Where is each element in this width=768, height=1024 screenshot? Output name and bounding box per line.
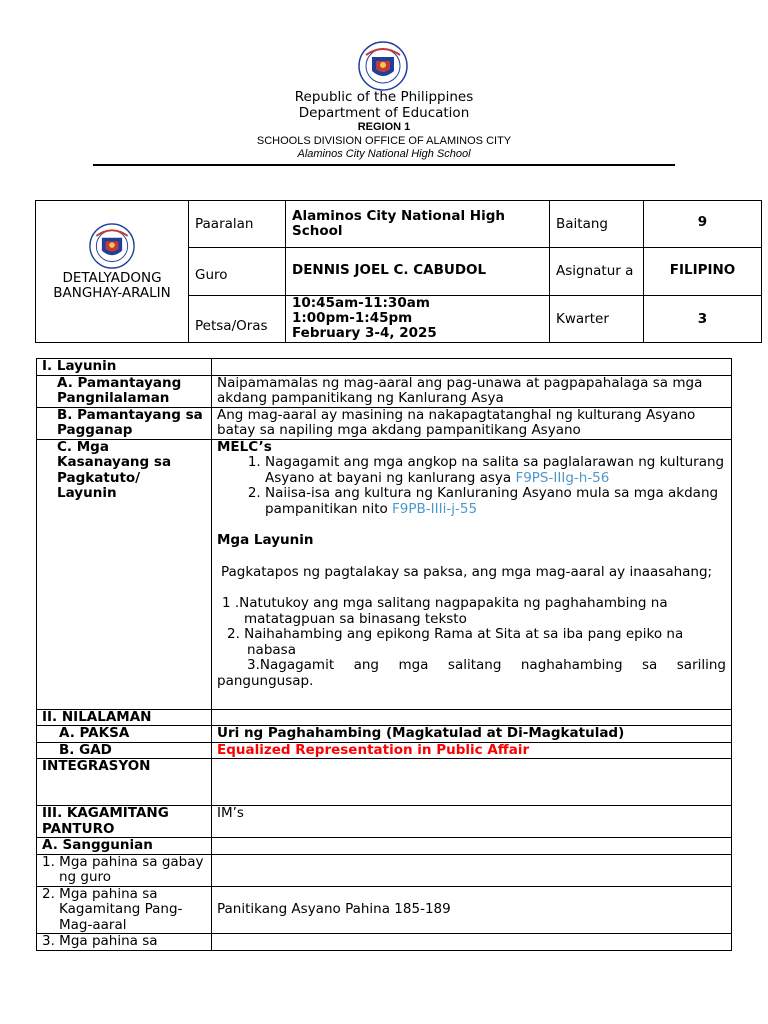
layunin-intro: Pagkatapos ng pagtalakay sa paksa, ang mga mag-aaral ay inaasahang;	[221, 563, 713, 580]
kasanayan-label	[37, 439, 212, 709]
sanggunian-heading: A. Sanggunian	[37, 838, 212, 855]
melc-item-2: 2. Naiisa-isa ang kultura ng Kanluraning Asyano mula sa mga akdang pampanitikan nito F9PB-IIIi-j-55	[265, 486, 726, 517]
sanggunian-3-value	[212, 934, 732, 951]
paaralan-label: Paaralan	[189, 201, 286, 248]
asignatura-label: Asignatur a	[550, 248, 644, 296]
sanggunian-1-value	[212, 854, 732, 886]
deped-seal-icon	[358, 41, 408, 91]
paksa-value: Uri ng Paghahambing (Magkatulad at Di-Magkatulad)	[212, 726, 732, 743]
layunin-value	[212, 359, 732, 376]
school-text: Alaminos City National High School	[297, 148, 471, 160]
sanggunian-value	[212, 838, 732, 855]
kagamitan-label: III. KAGAMITANG PANTURO	[42, 805, 169, 837]
objective-1: 1 .Natutukoy ang mga salitang nagpapakita ng paghahambing na matatagpuan sa binasang teksto	[222, 595, 668, 627]
b-label: B. Pamantayang sa Pagganap	[57, 406, 203, 438]
gad-label: B. GAD	[37, 742, 212, 759]
petsa-line2: 1:00pm-1:45pm	[292, 310, 413, 326]
pamantayang-pagganap-value: Ang mag-aaral ay masining na nakapagtatanghal ng kulturang Asyano batay sa napiling mga akdang pampanitikang Asyano	[212, 407, 732, 439]
melc-item-1: 1. Nagagamit ang mga angkop na salita sa paglalarawan ng kulturang Asyano at bayani ng kanlurang asya F9PS-IIIg-h-56	[265, 455, 726, 486]
baitang-value: 9	[644, 201, 762, 248]
title-cell	[36, 201, 189, 343]
asignatura-value: FILIPINO	[644, 248, 762, 296]
petsa-label: Petsa/Oras	[189, 296, 286, 343]
layunin-heading: I. Layunin	[37, 359, 212, 376]
kagamitan-value: IM’s	[212, 806, 732, 838]
info-table	[35, 200, 762, 343]
melc-heading: MELC’s	[217, 438, 272, 455]
paksa-label: A. PAKSA	[37, 726, 212, 743]
department-text: Department of Education	[298, 105, 470, 121]
s2-label: 2. Mga pahina sa Kagamitang Pang-Mag-aaral	[42, 885, 183, 933]
pamantayang-pagganap-label	[37, 407, 212, 439]
lesson-plan-title: DETALYADONG BANGHAY-ARALIN	[53, 269, 171, 301]
nilalaman-value	[212, 709, 732, 726]
guro-value: DENNIS JOEL C. CABUDOL	[286, 248, 550, 296]
sanggunian-3-label: 3. Mga pahina sa	[37, 934, 212, 951]
a-label: A. Pamantayang Pangnilalaman	[57, 374, 182, 406]
petsa-value	[286, 296, 550, 343]
integrasyon-value	[212, 759, 732, 806]
sanggunian-1-label	[37, 854, 212, 886]
nilalaman-heading: II. NILALAMAN	[37, 709, 212, 726]
sanggunian-2-value: Panitikang Asyano Pahina 185-189	[212, 886, 732, 934]
objective-2: 2. Naihahambing ang epikong Rama at Sita at sa iba pang epiko na nabasa	[227, 626, 684, 658]
kwarter-value: 3	[644, 296, 762, 343]
kagamitan-heading	[37, 806, 212, 838]
petsa-line1: 10:45am-11:30am	[292, 295, 430, 311]
mga-layunin-heading: Mga Layunin	[217, 532, 314, 548]
republic-text: Republic of the Philippines	[294, 89, 474, 105]
lesson-plan-table	[36, 358, 732, 951]
melc-code-2: F9PB-IIIi-j-55	[392, 500, 478, 517]
integrasyon-heading: INTEGRASYON	[37, 759, 212, 806]
baitang-label: Baitang	[550, 201, 644, 248]
pamantayang-pangnilalaman-label	[37, 375, 212, 407]
gad-value: Equalized Representation in Public Affair	[212, 742, 732, 759]
header-divider	[93, 164, 675, 166]
petsa-line3: February 3-4, 2025	[292, 325, 437, 341]
s1-label: 1. Mga pahina sa gabay ng guro	[42, 853, 204, 885]
deped-seal-small-icon	[89, 223, 135, 269]
kwarter-label: Kwarter	[550, 296, 644, 343]
paaralan-value: Alaminos City National High School	[286, 201, 550, 248]
sanggunian-2-label	[37, 886, 212, 934]
region-text: REGION 1	[357, 121, 411, 133]
pamantayang-pangnilalaman-value: Naipamamalas ng mag-aaral ang pag-unawa at pagpapahalaga sa mga akdang pampanitikang ng Kanlurang Asya	[212, 375, 732, 407]
melc-code-1: F9PS-IIIg-h-56	[515, 469, 610, 486]
kasanayan-value	[212, 439, 732, 709]
objective-3: 3.Nagagamit ang mga salitang naghahambing sa sariling pangungusap.	[217, 657, 726, 689]
guro-label: Guro	[189, 248, 286, 296]
division-text: SCHOOLS DIVISION OFFICE OF ALAMINOS CITY	[256, 134, 512, 147]
melc-list	[217, 455, 726, 517]
c-label: C. Mga Kasanayang sa Pagkatuto/ Layunin	[57, 438, 172, 501]
